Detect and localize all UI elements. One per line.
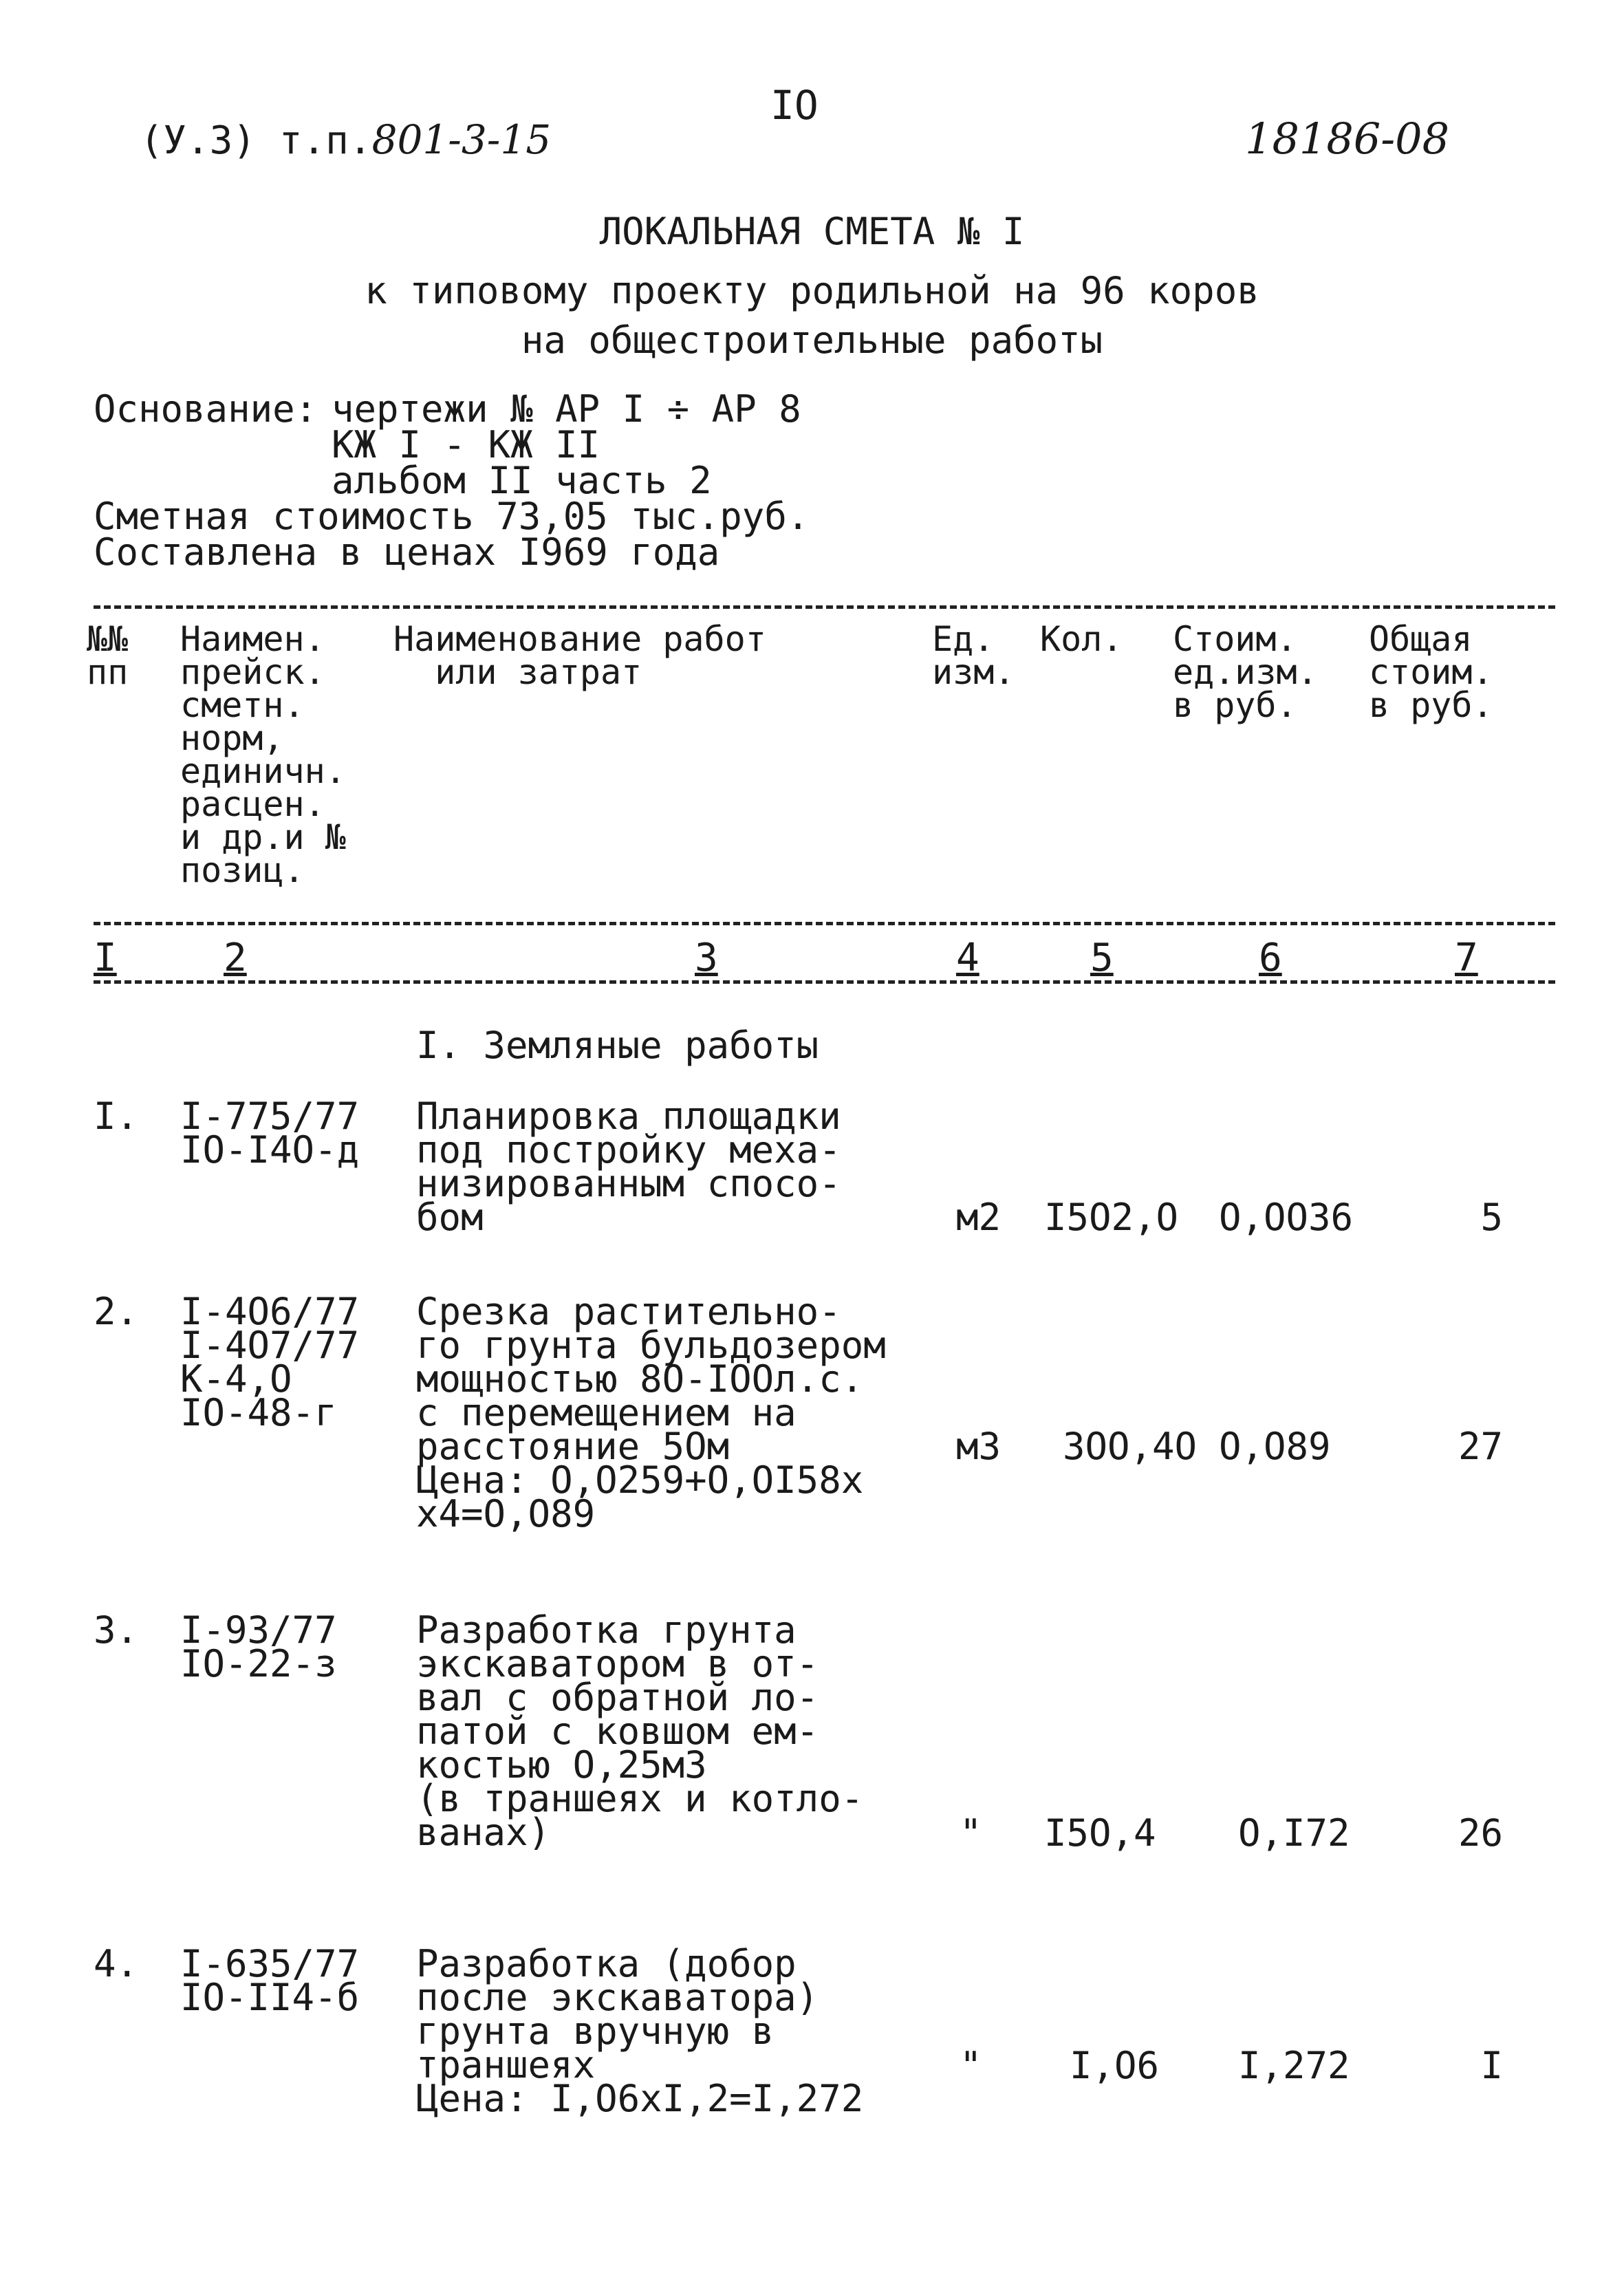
basis-label: Основание:: [94, 387, 318, 431]
row-total: 27: [1458, 1425, 1503, 1468]
row-total: 26: [1458, 1811, 1503, 1855]
row-unit: м3: [956, 1425, 1002, 1468]
column-number-2: 2: [224, 936, 247, 980]
divider-column-numbers: [94, 980, 1555, 984]
document-subtitle: к типовому проекту родильной на 96 коров: [365, 269, 1259, 312]
doc-code-handwritten: 801-3-15: [371, 116, 552, 163]
price-basis: Составлена в ценах I969 года: [94, 530, 720, 574]
column-number-7: 7: [1455, 936, 1478, 980]
row-unit-price: О,О89: [1219, 1425, 1331, 1468]
row-number: 3.: [94, 1608, 139, 1652]
row-quantity: I5O2,O: [1044, 1196, 1179, 1239]
column-number-6: 6: [1259, 936, 1282, 980]
inventory-number: 18186-08: [1245, 114, 1450, 164]
basis-drawings: чертежи № АР I ÷ АР 8: [332, 387, 801, 431]
column-number-3: 3: [695, 936, 718, 980]
row-code: I-635/77 IO-II4-б: [180, 1942, 360, 2019]
header-col-code: Наимен. прейск. сметн. норм, единичн. расцен. и др.и № позиц.: [180, 619, 346, 890]
page-number: IO: [770, 82, 819, 129]
row-description: Разработка грунта экскаватором в от- вал с обратной ло- патой с ковшом ем- костью О,25м3 (в траншеях и котло- ванах): [416, 1608, 864, 1854]
row-code: I-775/77 IO-I4O-д: [180, 1095, 360, 1172]
header-col-description: Наименование работ или затрат: [393, 619, 766, 692]
row-unit-price: О,I72: [1238, 1811, 1350, 1855]
estimated-cost: Сметная стоимость 73,05 тыс.руб.: [94, 495, 810, 538]
header-col-unit-cost: Стоим. ед.изм. в руб.: [1173, 619, 1318, 725]
row-total: I: [1480, 2044, 1503, 2087]
document-subtitle-2: на общестроительные работы: [521, 319, 1103, 362]
row-code: I-4O6/77 I-4O7/77 К-4,О IO-48-г: [180, 1290, 360, 1434]
document-title: ЛОКАЛЬНАЯ СМЕТА № I: [599, 210, 1025, 253]
column-number-1: I: [94, 936, 117, 980]
row-unit: м2: [956, 1196, 1002, 1239]
basis-drawings-kzh: КЖ I - КЖ II: [332, 423, 600, 466]
row-description: Планировка площадки под постройку меха- низированным спосо- бом: [416, 1095, 841, 1239]
basis-album: альбом II часть 2: [332, 459, 712, 502]
row-quantity: I5O,4: [1044, 1811, 1156, 1855]
row-unit: ": [960, 1811, 982, 1855]
column-number-5: 5: [1090, 936, 1114, 980]
row-number: 2.: [94, 1290, 139, 1333]
row-unit-price: I,272: [1238, 2044, 1350, 2087]
header-col-total-cost: Общая стоим. в руб.: [1369, 619, 1493, 725]
header-col-number: №№ пп: [87, 619, 129, 692]
doc-code-typed: (У.3) т.п.: [140, 118, 372, 163]
row-code: I-93/77 IO-22-з: [180, 1608, 337, 1685]
row-number: 4.: [94, 1942, 139, 1985]
column-number-4: 4: [956, 936, 979, 980]
header-col-quantity: Кол.: [1040, 619, 1123, 659]
header-col-unit: Ед. изм.: [932, 619, 1015, 692]
section-title: I. Земляные работы: [416, 1024, 819, 1067]
row-description: Разработка (добор после экскаватора) грунта вручную в траншеях Цена: I,О6хI,2=I,272: [416, 1942, 864, 2120]
divider-header: [94, 922, 1555, 925]
row-unit: ": [960, 2044, 982, 2087]
row-quantity: I,О6: [1070, 2044, 1160, 2087]
doc-code: [94, 88, 552, 163]
row-total: 5: [1480, 1196, 1503, 1239]
row-description: Срезка растительно- го грунта бульдозером мощностью 8О-IOOл.с. с перемещением на расстояние 5Ом Цена: О,О259+О,OI58х х4=О,О89: [416, 1290, 886, 1535]
row-unit-price: O,OO36: [1219, 1196, 1354, 1239]
row-quantity: 3ОО,4О: [1063, 1425, 1198, 1468]
divider-top: [94, 605, 1555, 609]
row-number: I.: [94, 1095, 139, 1138]
